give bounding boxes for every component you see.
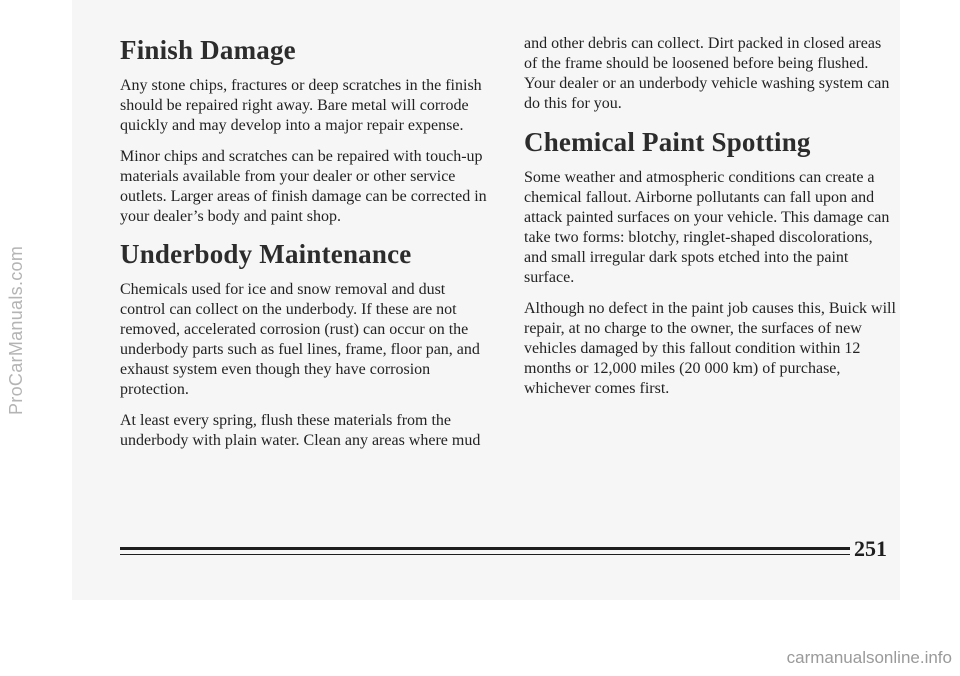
chemical-paint-spotting-heading: Chemical Paint Spotting [524, 127, 811, 157]
finish-damage-paragraph-2: Minor chips and scratches can be repaired with touch-up materials available from your dealer or other service outlets. Larger areas of finish damage can be corrected in your dealer’s body and paint shop. [120, 148, 487, 225]
chemical-spotting-paragraph-1: Some weather and atmospheric conditions can create a chemical fallout. Airborne pollutants can fall upon and attack painted surfaces on your vehicle. This damage can take two forms: blotchy, ringlet-shaped discolorations, and small irregular dark spots etched into the paint surface. [524, 169, 890, 286]
footer-rule-thick [120, 547, 850, 550]
side-watermark: ProCarManuals.com [6, 245, 26, 415]
chemical-spotting-paragraph-2: Although no defect in the paint job causes this, Buick will repair, at no charge to the owner, the surfaces of new vehicles damaged by this fallout condition within 12 months or 12,000 miles (20 000 km) of purchase, whichever comes first. [524, 300, 896, 397]
right-column [524, 34, 896, 410]
underbody-paragraph-2: At least every spring, flush these materials from the underbody with plain water. Clean any areas where mud [120, 412, 481, 449]
finish-damage-paragraph-1: Any stone chips, fractures or deep scratches in the finish should be repaired right away. Bare metal will corrode quickly and may develop into a major repair expense. [120, 77, 482, 134]
chemical-paint-spotting-section [524, 126, 896, 399]
finish-damage-section [120, 34, 492, 227]
bottom-watermark: carmanualsonline.info [786, 648, 952, 667]
underbody-maintenance-section [120, 238, 492, 451]
finish-damage-heading: Finish Damage [120, 35, 296, 65]
page-number: 251 [854, 536, 887, 561]
left-column [120, 34, 492, 462]
underbody-paragraph-1: Chemicals used for ice and snow removal and dust control can collect on the underbody. If these are not removed, accelerated corrosion (rust) can occur on the underbody parts such as fuel lines, frame, floor pan, and exhaust system even though they have corrosion protection. [120, 281, 480, 398]
underbody-maintenance-heading: Underbody Maintenance [120, 239, 412, 269]
footer-rule-thin [120, 554, 850, 555]
underbody-paragraph-continued: and other debris can collect. Dirt packed in closed areas of the frame should be loosened before being flushed. Your dealer or an underbody vehicle washing system can do this for you. [524, 35, 890, 112]
